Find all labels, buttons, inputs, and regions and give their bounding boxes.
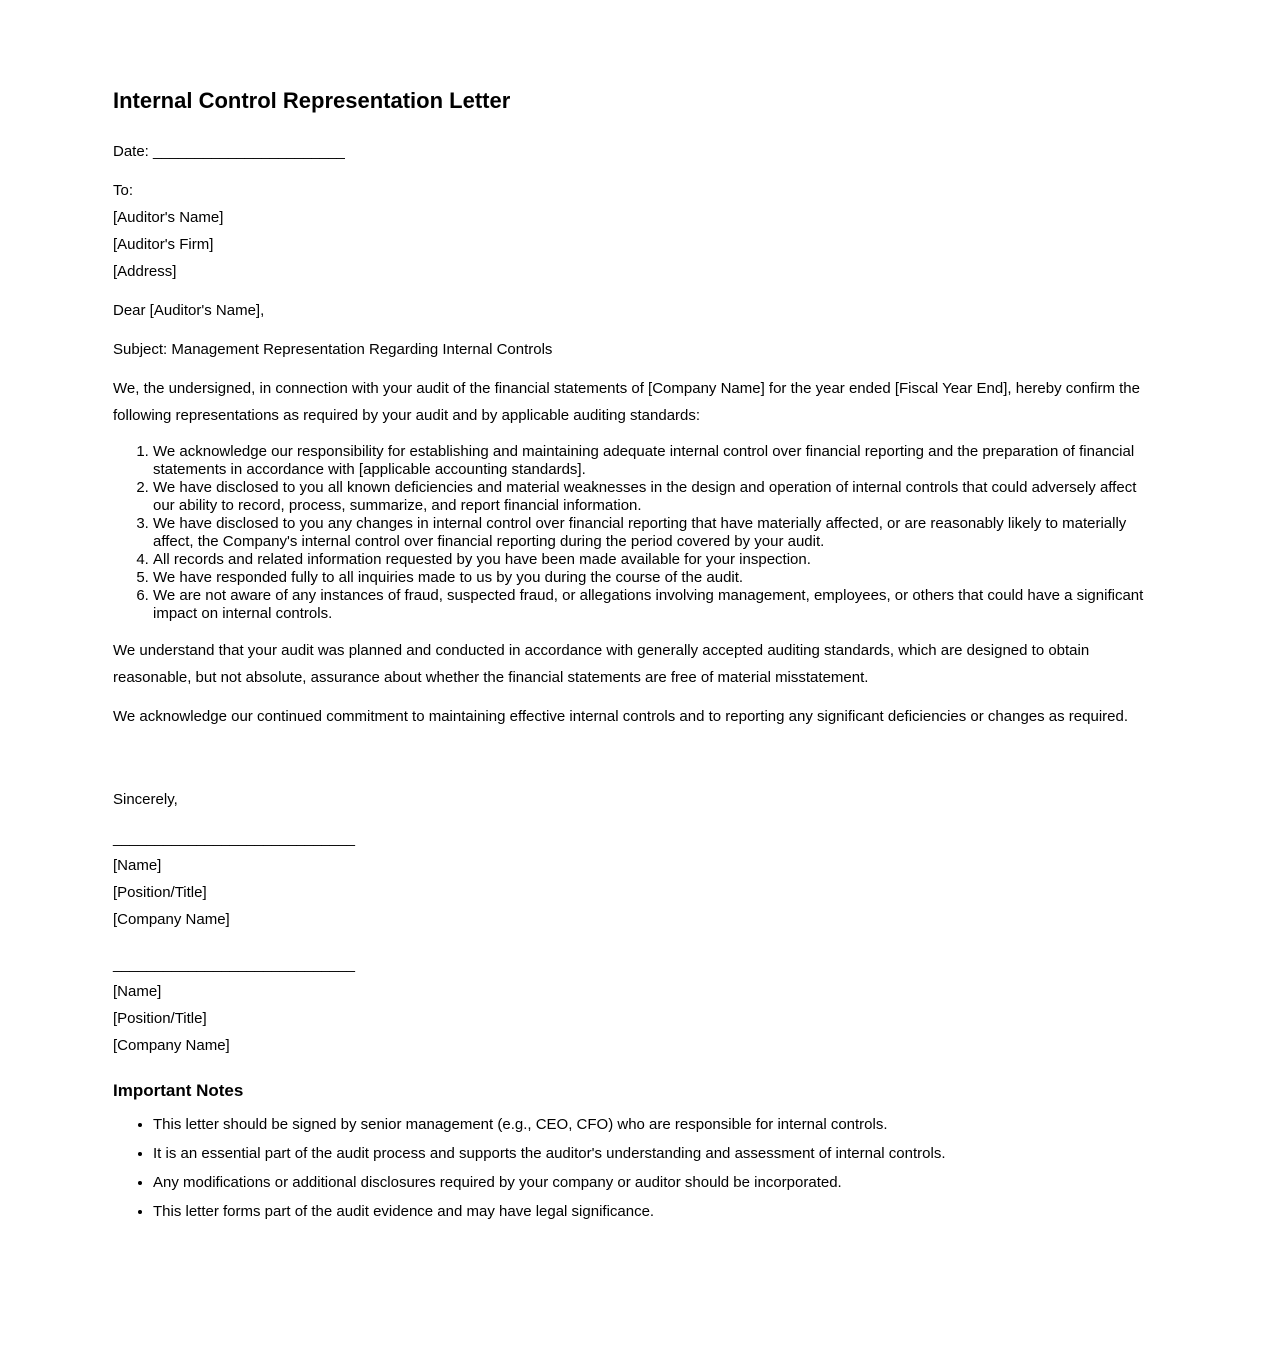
representation-item: 2. We have disclosed to you all known deficiencies and material weaknesses in the design and operation of internal controls that could adversely affect our ability to record, process, summarize, and report financial information. (153, 479, 1150, 515)
recipient-to-label: To: (113, 182, 134, 200)
signature-line: _____________________________ (113, 956, 355, 974)
recipient-address: [Address] (113, 263, 177, 281)
date-blank: _______________________ (153, 143, 345, 161)
signature-block (113, 951, 1150, 1059)
signature-title: [Position/Title] (113, 884, 207, 902)
signature-title: [Position/Title] (113, 1010, 207, 1028)
subject-line: Subject: Management Representation Regarding Internal Controls (113, 341, 553, 359)
salutation: Dear [Auditor's Name], (113, 302, 265, 320)
notes-list (113, 1116, 1150, 1221)
signature-company: [Company Name] (113, 1037, 230, 1055)
note-item: • This letter should be signed by senior management (e.g., CEO, CFO) who are responsible for internal controls. (153, 1116, 1150, 1134)
recipient-name: [Auditor's Name] (113, 209, 224, 227)
signature-company: [Company Name] (113, 911, 230, 929)
representation-item: 5. We have responded fully to all inquiries made to us by you during the course of the audit. (153, 569, 1150, 587)
letter-title: Internal Control Representation Letter (113, 88, 511, 113)
signature-block (113, 825, 1150, 933)
letter-page (113, 0, 1150, 1335)
intro-paragraph: We, the undersigned, in connection with your audit of the financial statements of [Company Name] for the year ended [Fiscal Year End], hereby confirm the following representations as required by your audit and by applicable auditing standards: (113, 380, 1140, 425)
note-item: • This letter forms part of the audit evidence and may have legal significance. (153, 1203, 1150, 1221)
representation-item: 4. All records and related information requested by you have been made available for your inspection. (153, 551, 1150, 569)
date-label: Date: (113, 143, 154, 161)
date-line (113, 138, 1150, 165)
note-item: • Any modifications or additional disclosures required by your company or auditor should be incorporated. (153, 1174, 1150, 1192)
recipient-block (113, 177, 1150, 285)
representations-list (113, 443, 1150, 623)
signature-name: [Name] (113, 983, 162, 1001)
signature-line: _____________________________ (113, 830, 355, 848)
representation-item: 1. We acknowledge our responsibility for establishing and maintaining adequate internal control over financial reporting and the preparation of financial statements in accordance with [applicable accounting standards]. (153, 443, 1150, 479)
representation-item: 6. We are not aware of any instances of fraud, suspected fraud, or allegations involving management, employees, or others that could have a significant impact on internal controls. (153, 587, 1150, 623)
representation-item: 3. We have disclosed to you any changes in internal control over financial reporting that have materially affected, or are reasonably likely to materially affect, the Company's internal control over financial reporting during the period covered by your audit. (153, 515, 1150, 551)
closing-paragraph-1: We understand that your audit was planned and conducted in accordance with generally accepted auditing standards, which are designed to obtain reasonable, but not absolute, assurance about whether the financial statements are free of material misstatement. (113, 642, 1090, 687)
note-item: • It is an essential part of the audit process and supports the auditor's understanding and assessment of internal controls. (153, 1145, 1150, 1163)
signoff: Sincerely, (113, 791, 178, 809)
signature-name: [Name] (113, 857, 162, 875)
notes-heading: Important Notes (113, 1081, 244, 1101)
closing-paragraph-2: We acknowledge our continued commitment to maintaining effective internal controls and to reporting any significant deficiencies or changes as required. (113, 708, 1129, 726)
recipient-firm: [Auditor's Firm] (113, 236, 214, 254)
